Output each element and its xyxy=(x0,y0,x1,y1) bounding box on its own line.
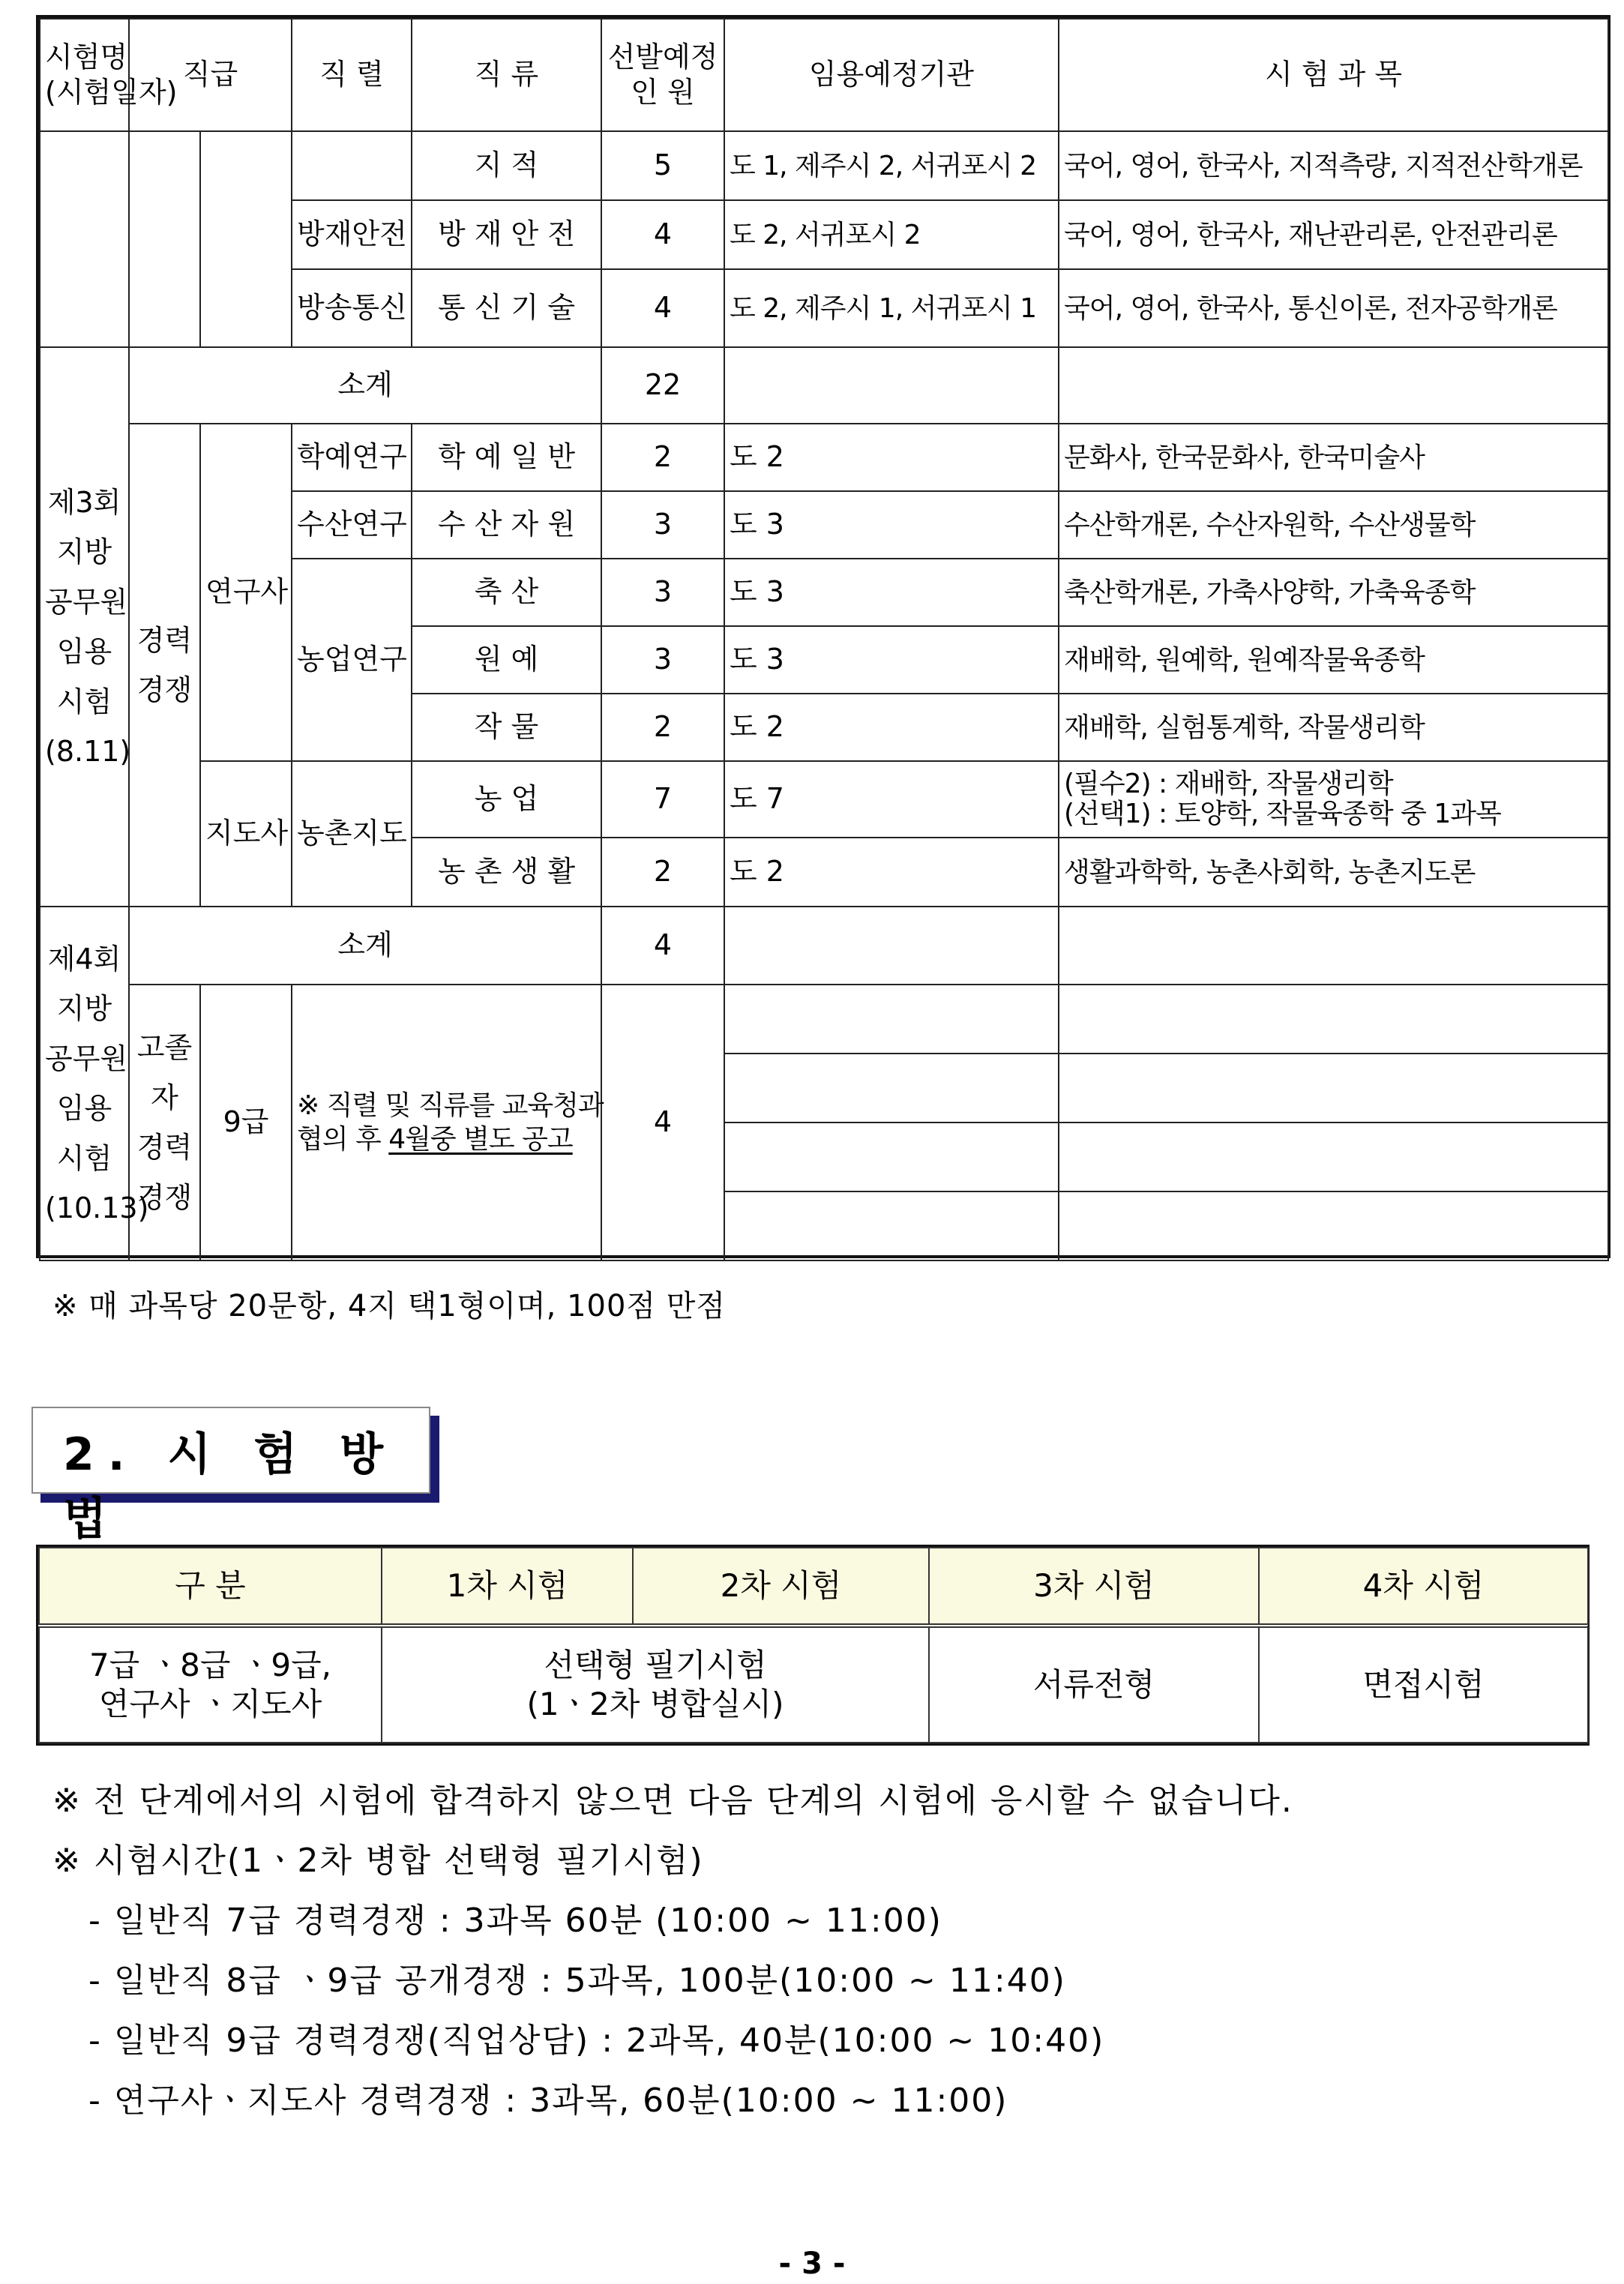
document-screening-cell: 서류전형 xyxy=(929,1626,1259,1743)
subtotal-row xyxy=(40,907,1608,985)
table-row xyxy=(40,761,1608,838)
header-first-exam: 1차 시험 xyxy=(382,1548,633,1626)
note-item: - 일반직 7급 경력경쟁 : 3과목 60분 (10:00 ~ 11:00) xyxy=(88,1902,942,1940)
count-cell: 2 xyxy=(601,838,724,907)
grade-cell xyxy=(200,131,292,347)
header-fourth-exam: 4차 시험 xyxy=(1259,1548,1588,1626)
agency-cell: 도 2 xyxy=(724,694,1059,761)
class-cell: 방 재 안 전 xyxy=(412,200,601,269)
agency-cell xyxy=(724,907,1059,985)
header-exam-name: 시험명 (시험일자) xyxy=(40,19,129,131)
subjects-cell xyxy=(1059,347,1608,424)
subjects-cell: 국어, 영어, 한국사, 지적측량, 지적전산학개론 xyxy=(1059,131,1608,200)
exam4-name-cell: 제4회 지방 공무원 임용 시험 (10.13) xyxy=(40,907,129,1260)
series-cell: 학예연구 xyxy=(292,424,412,491)
table-row xyxy=(40,985,1608,1054)
agency-cell xyxy=(724,1054,1059,1123)
note-item: - 연구사ㆍ지도사 경력경쟁 : 3과목, 60분(10:00 ~ 11:00) xyxy=(88,2082,1008,2120)
series-cell: 농업연구 xyxy=(292,559,412,761)
subtotal-label: 소계 xyxy=(129,907,601,985)
count-cell: 4 xyxy=(601,985,724,1260)
agency-cell: 도 1, 제주시 2, 서귀포시 2 xyxy=(724,131,1059,200)
table-header-row xyxy=(39,1548,1588,1626)
header-category: 구 분 xyxy=(39,1548,382,1626)
subjects-cell xyxy=(1059,1191,1608,1260)
section-heading xyxy=(31,1407,430,1545)
series-cell xyxy=(292,131,412,200)
note-item: ※ 전 단계에서의 시험에 합격하지 않으면 다음 단계의 시험에 응시할 수 없습니다. xyxy=(52,1782,1293,1820)
agency-cell: 도 2 xyxy=(724,838,1059,907)
researcher-grade-cell: 연구사 xyxy=(200,424,292,761)
written-exam-cell: 선택형 필기시험 (1ㆍ2차 병합실시) xyxy=(382,1626,929,1743)
subjects-cell: 생활과학학, 농촌사회학, 농촌지도론 xyxy=(1059,838,1608,907)
agency-cell: 도 2 xyxy=(724,424,1059,491)
subjects-cell: 재배학, 원예학, 원예작물육종학 xyxy=(1059,626,1608,694)
guide-grade-cell: 지도사 xyxy=(200,761,292,907)
count-cell: 3 xyxy=(601,559,724,626)
subjects-cell: 수산학개론, 수산자원학, 수산생물학 xyxy=(1059,491,1608,559)
class-cell: 축 산 xyxy=(412,559,601,626)
note-item: ※ 시험시간(1ㆍ2차 병합 선택형 필기시험) xyxy=(52,1842,704,1880)
table-row xyxy=(40,131,1608,200)
agency-cell: 도 3 xyxy=(724,491,1059,559)
note-item: - 일반직 9급 경력경쟁(직업상담) : 2과목, 40분(10:00 ~ 10:40) xyxy=(88,2022,1105,2060)
class-cell: 작 물 xyxy=(412,694,601,761)
header-agency: 임용예정기관 xyxy=(724,19,1059,131)
subtotal-count: 22 xyxy=(601,347,724,424)
subjects-cell xyxy=(1059,985,1608,1054)
count-cell: 2 xyxy=(601,424,724,491)
interview-cell: 면접시험 xyxy=(1259,1626,1588,1743)
header-third-exam: 3차 시험 xyxy=(929,1548,1259,1626)
subjects-cell xyxy=(1059,907,1608,985)
header-grade: 직급 xyxy=(129,19,292,131)
subjects-cell: 문화사, 한국문화사, 한국미술사 xyxy=(1059,424,1608,491)
class-cell: 지 적 xyxy=(412,131,601,200)
agency-cell: 도 2, 제주시 1, 서귀포시 1 xyxy=(724,269,1059,347)
header-second-exam: 2차 시험 xyxy=(633,1548,929,1626)
count-cell: 3 xyxy=(601,491,724,559)
note-item: - 일반직 8급 ㆍ9급 공개경쟁 : 5과목, 100분(10:00 ~ 11:40) xyxy=(88,1962,1066,2000)
exam-name-cell xyxy=(40,131,129,347)
exam-notes xyxy=(52,1771,1293,2131)
series-cell: 농촌지도 xyxy=(292,761,412,907)
agency-cell: 도 7 xyxy=(724,761,1059,838)
series-cell: 방송통신 xyxy=(292,269,412,347)
class-cell: 원 예 xyxy=(412,626,601,694)
agency-cell: 도 2, 서귀포시 2 xyxy=(724,200,1059,269)
agency-cell xyxy=(724,985,1059,1054)
subjects-cell xyxy=(1059,1123,1608,1191)
category-cell: 7급 ㆍ8급 ㆍ9급, 연구사 ㆍ지도사 xyxy=(39,1626,382,1743)
class-cell: 농 업 xyxy=(412,761,601,838)
table-header-row xyxy=(40,19,1608,131)
series-cell: 방재안전 xyxy=(292,200,412,269)
subtotal-row xyxy=(40,347,1608,424)
count-cell: 4 xyxy=(601,269,724,347)
subjects-cell xyxy=(1059,1054,1608,1123)
class-cell: 농 촌 생 활 xyxy=(412,838,601,907)
agency-cell xyxy=(724,1123,1059,1191)
subtotal-count: 4 xyxy=(601,907,724,985)
count-cell: 7 xyxy=(601,761,724,838)
class-cell: 수 산 자 원 xyxy=(412,491,601,559)
subtotal-label: 소계 xyxy=(129,347,601,424)
subjects-cell: (필수2) : 재배학, 작물생리학 (선택1) : 토양학, 작물육종학 중 1과목 xyxy=(1059,761,1608,838)
count-cell: 5 xyxy=(601,131,724,200)
recruitment-table xyxy=(36,15,1611,1258)
competition-cell xyxy=(129,131,200,347)
page-number: - 3 - xyxy=(778,2247,846,2281)
exam-method-table xyxy=(36,1545,1590,1746)
header-series: 직 렬 xyxy=(292,19,412,131)
exam4-grade-cell: 9급 xyxy=(200,985,292,1260)
exam3-competition-cell: 경력 경쟁 xyxy=(129,424,200,907)
count-cell: 4 xyxy=(601,200,724,269)
agency-cell: 도 3 xyxy=(724,559,1059,626)
table-row xyxy=(40,424,1608,491)
agency-cell xyxy=(724,347,1059,424)
exam4-competition-cell: 고졸 자 경력 경쟁 xyxy=(129,985,200,1260)
section-title: 2. 시 험 방 법 xyxy=(63,1428,397,1545)
subjects-cell: 국어, 영어, 한국사, 재난관리론, 안전관리론 xyxy=(1059,200,1608,269)
subjects-cell: 재배학, 실험통계학, 작물생리학 xyxy=(1059,694,1608,761)
header-subjects: 시 험 과 목 xyxy=(1059,19,1608,131)
count-cell: 2 xyxy=(601,694,724,761)
header-class: 직 류 xyxy=(412,19,601,131)
table-row xyxy=(39,1626,1588,1743)
exam4-note-cell: ※ 직렬 및 직류를 교육청과 협의 후 4월중 별도 공고 xyxy=(292,985,601,1260)
class-cell: 통 신 기 술 xyxy=(412,269,601,347)
subject-note: ※ 매 과목당 20문항, 4지 택1형이며, 100점 만점 xyxy=(52,1289,727,1323)
exam3-name-cell: 제3회 지방 공무원 임용 시험 (8.11) xyxy=(40,347,129,907)
subjects-cell: 국어, 영어, 한국사, 통신이론, 전자공학개론 xyxy=(1059,269,1608,347)
class-cell: 학 예 일 반 xyxy=(412,424,601,491)
agency-cell xyxy=(724,1191,1059,1260)
agency-cell: 도 3 xyxy=(724,626,1059,694)
count-cell: 3 xyxy=(601,626,724,694)
subjects-cell: 축산학개론, 가축사양학, 가축육종학 xyxy=(1059,559,1608,626)
header-planned-count: 선발예정 인 원 xyxy=(601,19,724,131)
series-cell: 수산연구 xyxy=(292,491,412,559)
